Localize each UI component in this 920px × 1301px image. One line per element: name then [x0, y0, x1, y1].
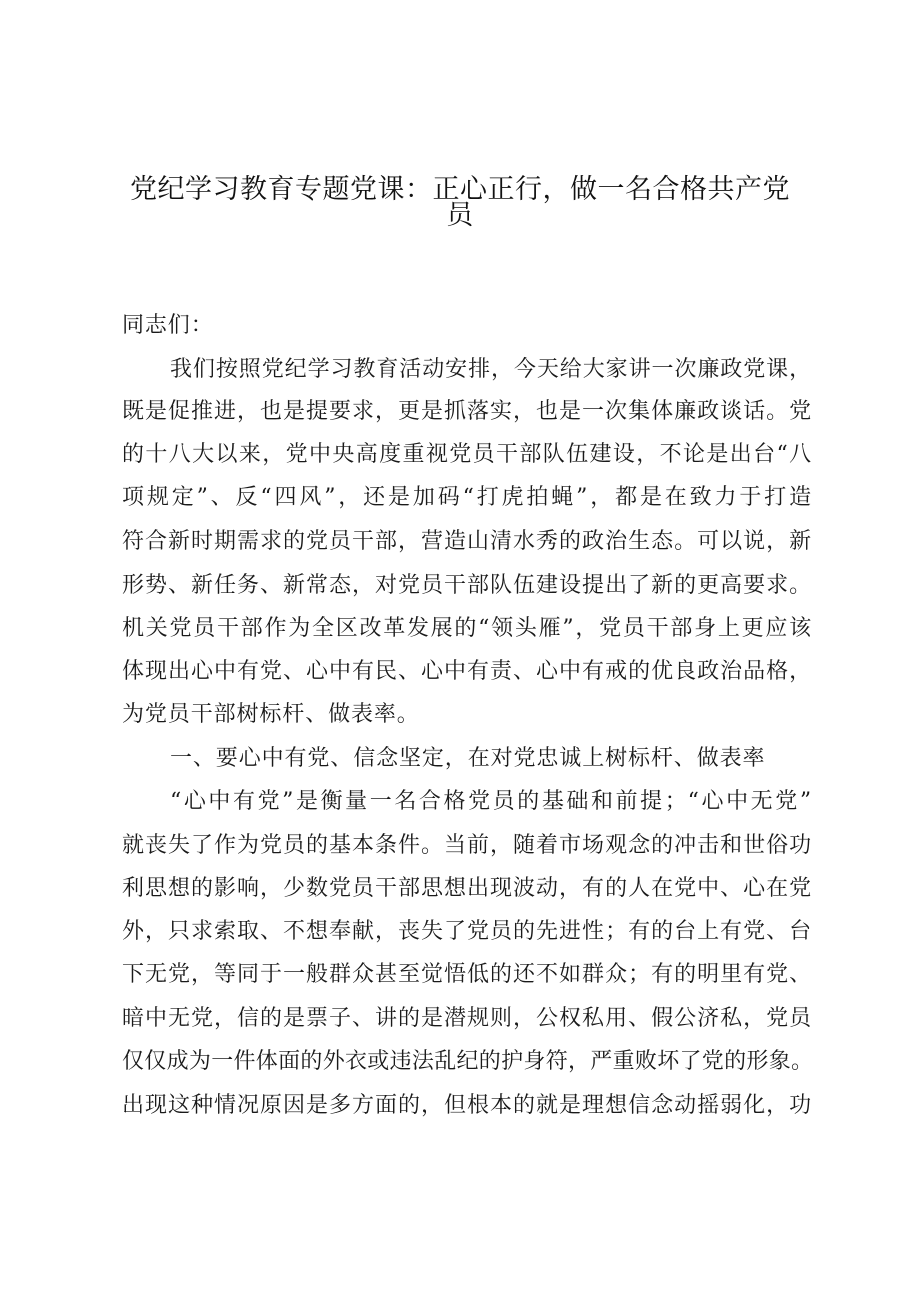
document-title-line-1: 党纪学习教育专题党课：正心正行，做一名合格共产党	[130, 174, 790, 205]
paragraph-2-line-3: 利思想的影响，少数党员干部思想出现波动，有的人在党中、心在党	[122, 876, 812, 901]
paragraph-1-line-2: 既是促推进，也是提要求，更是抓落实，也是一次集体廉政谈话。党	[122, 399, 812, 424]
paragraph-2-line-4: 外，只求索取、不想奉献，丧失了党员的先进性；有的台上有党、台	[122, 919, 812, 944]
paragraph-2-line-8: 出现这种情况原因是多方面的，但根本的就是理想信念动摇弱化，功	[122, 1093, 812, 1118]
paragraph-1-line-4: 项规定”、反“四风”，还是加码“打虎拍蝇”，都是在致力于打造	[122, 485, 812, 510]
section-heading-1: 一、要心中有党、信念坚定，在对党忠诚上树标杆、做表率	[170, 746, 766, 771]
paragraph-1-line-3: 的十八大以来，党中央高度重视党员干部队伍建设，不论是出台“八	[122, 442, 812, 467]
salutation: 同志们：	[122, 313, 214, 338]
paragraph-1-line-7: 机关党员干部作为全区改革发展的“领头雁”，党员干部身上更应该	[122, 616, 812, 641]
paragraph-2-line-6: 暗中无党，信的是票子、讲的是潜规则，公权私用、假公济私，党员	[122, 1006, 812, 1031]
paragraph-1-line-1: 我们按照党纪学习教育活动安排，今天给大家讲一次廉政党课，	[170, 357, 812, 382]
paragraph-2-line-5: 下无党，等同于一般群众甚至觉悟低的还不如群众；有的明里有党、	[122, 962, 812, 987]
paragraph-1-line-6: 形势、新任务、新常态，对党员干部队伍建设提出了新的更高要求。	[122, 573, 812, 598]
document-title-line-2: 员	[446, 200, 474, 231]
paragraph-1-line-8: 体现出心中有党、心中有民、心中有责、心中有戒的优良政治品格，	[122, 659, 812, 684]
paragraph-1-line-5: 符合新时期需求的党员干部，营造山清水秀的政治生态。可以说，新	[122, 529, 812, 554]
paragraph-1-line-9: 为党员干部树标杆、做表率。	[122, 702, 420, 727]
paragraph-2-line-1: “心中有党”是衡量一名合格党员的基础和前提；“心中无党”	[170, 789, 812, 814]
paragraph-2-line-7: 仅仅成为一件体面的外衣或违法乱纪的护身符，严重败坏了党的形象。	[122, 1049, 814, 1074]
paragraph-2-line-2: 就丧失了作为党员的基本条件。当前，随着市场观念的冲击和世俗功	[122, 833, 812, 858]
